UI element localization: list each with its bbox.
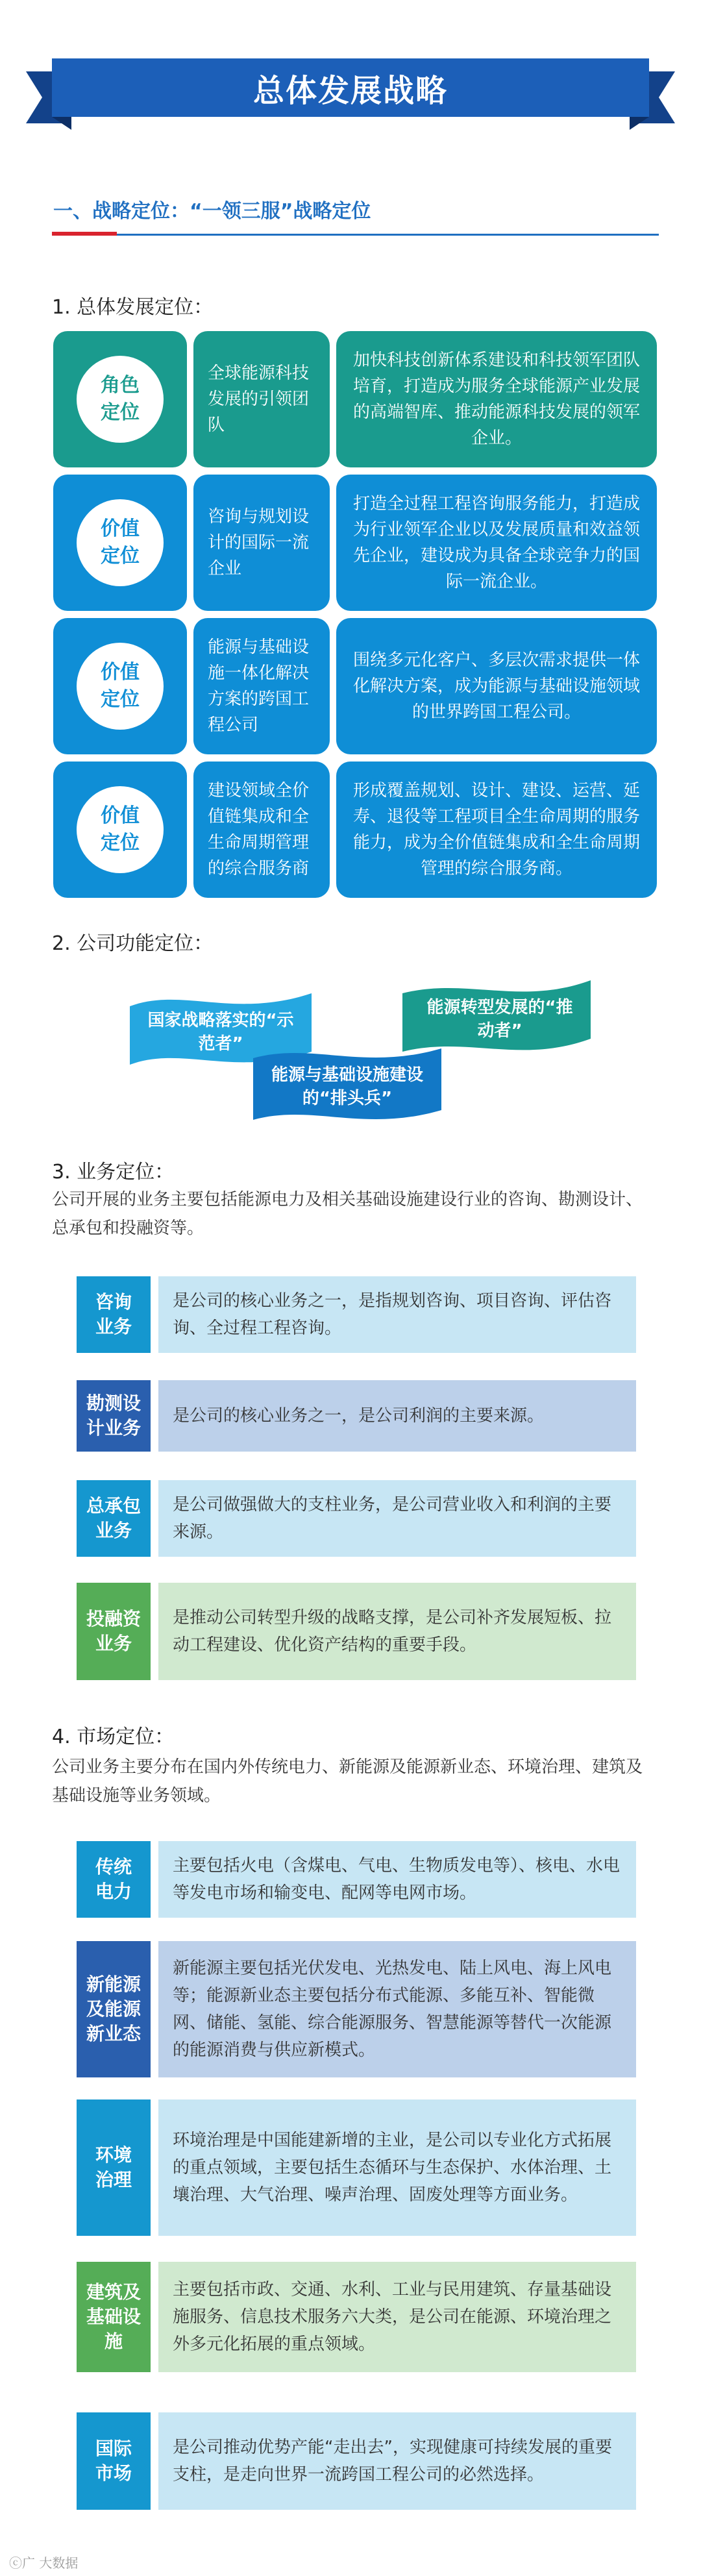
positioning-badge: 角色 定位 xyxy=(77,356,164,443)
business-row xyxy=(77,1480,636,1557)
page-title: 总体发展战略 xyxy=(252,73,448,109)
title-banner xyxy=(0,52,701,136)
positioning-badge: 价值 定位 xyxy=(77,499,164,586)
business-text: 是公司的核心业务之一，是公司利润的主要来源。 xyxy=(158,1380,636,1452)
positioning-badge: 价值 定位 xyxy=(77,786,164,873)
business-text: 是公司的核心业务之一，是指规划咨询、项目咨询、评估咨询、全过程工程咨询。 xyxy=(158,1276,636,1353)
market-tag: 传统 电力 xyxy=(77,1841,151,1918)
business-row xyxy=(77,1583,636,1680)
ribbon-label: 能源与基础设施建设的“排头兵” xyxy=(271,1065,423,1108)
market-row xyxy=(77,2099,636,2236)
business-tag: 总承包 业务 xyxy=(77,1480,151,1557)
market-text: 新能源主要包括光伏发电、光热发电、陆上风电、海上风电等；能源新业态主要包括分布式能源、多能互补、智能微网、储能、氢能、综合能源服务、智慧能源等替代一次能源的能源消费与供应新模式。 xyxy=(158,1941,636,2077)
positioning-badge: 价值 定位 xyxy=(77,643,164,730)
market-text: 主要包括市政、交通、水利、工业与民用建筑、存量基础设施服务、信息技术服务六大类，是公司在能源、环境治理之外多元化拓展的重点领域。 xyxy=(158,2262,636,2372)
business-tag: 勘测设 计业务 xyxy=(77,1380,151,1452)
positioning-row xyxy=(53,331,657,467)
market-row xyxy=(77,1941,636,2077)
section-heading: 一、战略定位：“一领三服”战略定位 xyxy=(53,200,371,223)
part4-intro: 公司业务主要分布在国内外传统电力、新能源及能源新业态、环境治理、建筑及基础设施等业务领域。 xyxy=(52,1757,643,1805)
positioning-row xyxy=(53,618,657,754)
business-text: 是公司做强做大的支柱业务，是公司营业收入和利润的主要来源。 xyxy=(158,1480,636,1557)
positioning-label: 全球能源科技发展的引领团队 xyxy=(193,331,330,467)
positioning-grid xyxy=(53,331,657,905)
positioning-row xyxy=(53,762,657,898)
positioning-row xyxy=(53,475,657,611)
positioning-desc: 围绕多元化客户、多层次需求提供一体化解决方案，成为能源与基础设施领域的世界跨国工程公司。 xyxy=(336,618,657,754)
part3-intro: 公司开展的业务主要包括能源电力及相关基础设施建设行业的咨询、勘测设计、总承包和投融资等。 xyxy=(52,1190,643,1238)
market-text: 是公司推动优势产能“走出去”，实现健康可持续发展的重要支柱，是走向世界一流跨国工程公司的必然选择。 xyxy=(158,2412,636,2510)
market-text: 主要包括火电（含煤电、气电、生物质发电等）、核电、水电等发电市场和输变电、配网等电网市场。 xyxy=(158,1841,636,1918)
positioning-desc: 加快科技创新体系建设和科技领军团队培育，打造成为服务全球能源产业发展的高端智库、推动能源科技发展的领军企业。 xyxy=(336,331,657,467)
section-underline xyxy=(52,234,659,236)
part1-title: 1. 总体发展定位： xyxy=(52,296,214,319)
positioning-desc: 形成覆盖规划、设计、建设、运营、延寿、退役等工程项目全生命周期的服务能力，成为全价值链集成和全生命周期管理的综合服务商。 xyxy=(336,762,657,898)
market-row xyxy=(77,2262,636,2372)
part3-title: 3. 业务定位： xyxy=(52,1161,175,1183)
market-row xyxy=(77,2412,636,2510)
positioning-label: 咨询与规划设计的国际一流企业 xyxy=(193,475,330,611)
section-underline-accent xyxy=(52,232,117,236)
market-text: 环境治理是中国能建新增的主业，是公司以专业化方式拓展的重点领域，主要包括生态循环与生态保护、水体治理、土壤治理、大气治理、噪声治理、固废处理等方面业务。 xyxy=(158,2099,636,2236)
market-row xyxy=(77,1841,636,1918)
market-tag: 国际 市场 xyxy=(77,2412,151,2510)
business-row xyxy=(77,1276,636,1353)
business-tag: 投融资 业务 xyxy=(77,1583,151,1680)
market-tag: 环境 治理 xyxy=(77,2099,151,2236)
ribbon-label: 能源转型发展的“推动者” xyxy=(426,998,573,1041)
market-tag: 建筑及 基础设 施 xyxy=(77,2262,151,2372)
positioning-desc: 打造全过程工程咨询服务能力，打造成为行业领军企业以及发展质量和效益领先企业，建设成为具备全球竞争力的国际一流企业。 xyxy=(336,475,657,611)
part4-title: 4. 市场定位： xyxy=(52,1726,175,1748)
ribbon-label: 国家战略落实的“示范者” xyxy=(147,1011,294,1054)
positioning-label: 建设领域全价值链集成和全生命周期管理的综合服务商 xyxy=(193,762,330,898)
market-tag: 新能源 及能源 新业态 xyxy=(77,1941,151,2077)
function-ribbons xyxy=(117,980,610,1149)
business-tag: 咨询 业务 xyxy=(77,1276,151,1353)
business-text: 是推动公司转型升级的战略支撑，是公司补齐发展短板、拉动工程建设、优化资产结构的重要手段。 xyxy=(158,1583,636,1680)
positioning-label: 能源与基础设施一体化解决方案的跨国工程公司 xyxy=(193,618,330,754)
business-row xyxy=(77,1380,636,1452)
part2-title: 2. 公司功能定位： xyxy=(52,932,214,955)
watermark: ⓒ广 大数据 xyxy=(9,2555,79,2571)
